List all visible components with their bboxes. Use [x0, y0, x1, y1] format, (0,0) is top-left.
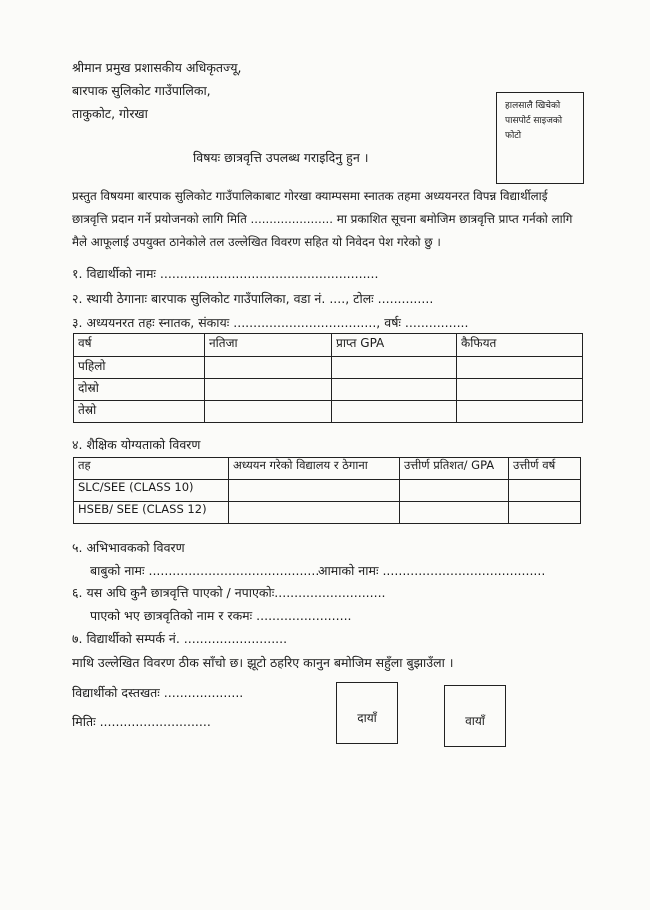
- left-thumbprint-box: [444, 685, 506, 747]
- photo-box-line-2: पासपोर्ट साइजको: [505, 116, 563, 126]
- education-row-label: SLC/SEE (CLASS 10): [74, 480, 229, 502]
- right-thumb-label: दायाँ: [357, 711, 377, 725]
- results-header-gpa: प्राप्त GPA: [332, 334, 457, 357]
- results-row-label: तेस्रो: [74, 401, 205, 423]
- education-table: [73, 457, 581, 524]
- results-header-result: नतिजा: [205, 334, 332, 357]
- passport-photo-box: [496, 92, 584, 184]
- body-line-3: मैले आफूलाई उपयुक्त ठानेकोले तल उल्लेखित विवरण सहित यो निवेदन पेश गरेको छु ।: [72, 235, 441, 249]
- body-line-2: छात्रवृत्ति प्रदान गर्ने प्रयोजनको लागि मिति ...................... मा प्रकाशित सूचना बमोजिम छात्रवृत्ति प्राप्त गर्नको लागि: [72, 212, 573, 226]
- education-header-percentage: उत्तीर्ण प्रतिशत/ GPA: [400, 458, 509, 480]
- date-field: मितिः ............................: [72, 714, 211, 729]
- scholarship-amount-field: पाएको भए छात्रवृतिको नाम र रकमः ........................: [90, 608, 352, 623]
- education-table-header: [74, 458, 581, 480]
- body-line-1: प्रस्तुत विषयमा बारपाक सुलिकोट गाउँपालिकाबाट गोरखा क्याम्पसमा स्नातक तहमा अध्ययनरत विपन्न विद्यार्थीलाई: [72, 189, 548, 203]
- declaration-text: माथि उल्लेखित विवरण ठीक साँचो छ। झूटो ठहरिए कानुन बमोजिम सहुँला बुझाउँला ।: [72, 655, 454, 670]
- photo-box-line-1: हालसालै खिचेको: [505, 101, 561, 111]
- left-thumb-label: वायाँ: [465, 714, 485, 728]
- mother-name-field: आमाको नामः .........................................: [318, 563, 546, 578]
- addressee-line-1: श्रीमान प्रमुख प्रशासकीय अधिकृतज्यू,: [72, 60, 242, 75]
- prior-scholarship-field: ६. यस अघि कुनै छात्रवृत्ति पाएको / नपाएकोः............................: [72, 585, 386, 600]
- student-signature-field: विद्यार्थीको दस्तखतः ....................: [72, 685, 244, 700]
- subject-line: विषयः छात्रवृत्ति उपलब्ध गराइदिनु हुन ।: [193, 150, 369, 165]
- results-table-header: [74, 334, 583, 357]
- permanent-address-field: २. स्थायी ठेगानाः बारपाक सुलिकोट गाउँपालिका, वडा नं. ...., टोलः ..............: [72, 291, 434, 306]
- results-header-year: वर्ष: [74, 334, 205, 357]
- table-row: [74, 502, 581, 524]
- father-name-field: बाबुको नामः ...........................................: [90, 563, 320, 578]
- right-thumbprint-box: [336, 682, 398, 744]
- photo-box-line-3: फोटो: [505, 131, 522, 141]
- guardian-heading: ५. अभिभावकको विवरण: [72, 540, 185, 555]
- study-level-field: ३. अध्ययनरत तहः स्नातक, संकायः ...................................., वर्षः ................: [72, 315, 469, 330]
- education-heading: ४. शैक्षिक योग्यताको विवरण: [72, 437, 201, 452]
- results-row-label: दोस्रो: [74, 379, 205, 401]
- table-row: [74, 401, 583, 423]
- education-header-year: उत्तीर्ण वर्ष: [509, 458, 581, 480]
- contact-number-field: ७. विद्यार्थीको सम्पर्क नं. ..........................: [72, 631, 288, 646]
- results-row-label: पहिलो: [74, 357, 205, 379]
- table-row: [74, 357, 583, 379]
- education-header-school: अध्ययन गरेको विद्यालय र ठेगाना: [229, 458, 400, 480]
- results-header-remarks: कैफियत: [457, 334, 583, 357]
- education-header-level: तह: [74, 458, 229, 480]
- table-row: [74, 379, 583, 401]
- addressee-line-3: ताकुकोट, गोरखा: [72, 106, 148, 121]
- results-table: [73, 333, 583, 423]
- addressee-line-2: बारपाक सुलिकोट गाउँपालिका,: [72, 83, 211, 98]
- student-name-field: १. विद्यार्थीको नामः .......................................................: [72, 266, 379, 281]
- education-row-label: HSEB/ SEE (CLASS 12): [74, 502, 229, 524]
- table-row: [74, 480, 581, 502]
